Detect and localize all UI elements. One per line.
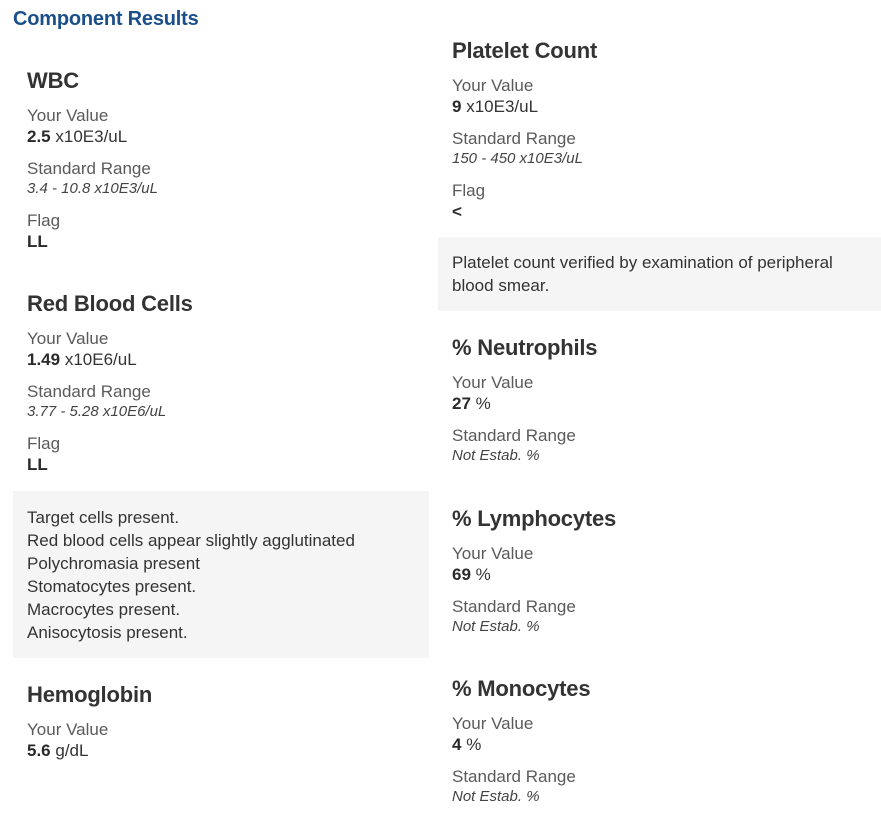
standard-range-value: 3.4 - 10.8 x10E3/uL xyxy=(27,180,158,197)
rbc-comment-box xyxy=(13,491,429,658)
value-unit: g/dL xyxy=(55,741,89,760)
your-value xyxy=(27,740,429,761)
standard-range-value: Not Estab. % xyxy=(452,447,540,464)
standard-range-label: Standard Range xyxy=(452,597,576,616)
component-name: Red Blood Cells xyxy=(27,291,193,316)
component-name: % Neutrophils xyxy=(452,335,598,360)
component-monocytes xyxy=(438,676,881,806)
value-number: 9 xyxy=(452,97,462,116)
component-name: Hemoglobin xyxy=(27,682,153,707)
section-title: Component Results xyxy=(13,8,199,30)
comment-line: Stomatocytes present. xyxy=(27,577,197,596)
standard-range-label: Standard Range xyxy=(27,159,151,178)
component-hemoglobin xyxy=(13,682,429,761)
component-wbc xyxy=(13,68,429,252)
your-value-label: Your Value xyxy=(27,106,109,125)
your-value xyxy=(452,734,881,755)
your-value xyxy=(27,349,429,370)
standard-range-value: Not Estab. % xyxy=(452,788,540,805)
standard-range-value: 150 - 450 x10E3/uL xyxy=(452,150,583,167)
component-platelet-count xyxy=(438,38,881,222)
comment-line: Target cells present. xyxy=(27,508,180,527)
standard-range-value: Not Estab. % xyxy=(452,618,540,635)
comment-line: Anisocytosis present. xyxy=(27,623,188,642)
component-neutrophils xyxy=(438,335,881,465)
your-value xyxy=(452,96,881,117)
value-number: 5.6 xyxy=(27,741,51,760)
value-number: 4 xyxy=(452,735,462,754)
value-unit: % xyxy=(466,735,482,754)
component-name: Platelet Count xyxy=(452,38,598,63)
standard-range-label: Standard Range xyxy=(452,426,576,445)
comment-line: Macrocytes present. xyxy=(27,600,181,619)
flag-label: Flag xyxy=(27,211,61,230)
flag-value: < xyxy=(452,202,462,221)
flag-value: LL xyxy=(27,455,48,474)
your-value-label: Your Value xyxy=(27,329,109,348)
your-value xyxy=(452,564,881,585)
your-value-label: Your Value xyxy=(27,720,109,739)
standard-range-label: Standard Range xyxy=(452,767,576,786)
standard-range-label: Standard Range xyxy=(452,129,576,148)
flag-value: LL xyxy=(27,232,48,251)
your-value-label: Your Value xyxy=(452,544,534,563)
comment-line: blood smear. xyxy=(452,276,550,295)
your-value xyxy=(27,126,429,147)
flag-label: Flag xyxy=(452,181,486,200)
value-unit: x10E6/uL xyxy=(64,350,137,369)
value-unit: % xyxy=(475,394,491,413)
value-unit: x10E3/uL xyxy=(466,97,539,116)
standard-range-value: 3.77 - 5.28 x10E6/uL xyxy=(27,403,167,420)
comment-line: Polychromasia present xyxy=(27,554,200,573)
component-name: % Lymphocytes xyxy=(452,506,617,531)
component-lymphocytes xyxy=(438,506,881,636)
platelet-comment-box xyxy=(438,237,881,311)
your-value-label: Your Value xyxy=(452,714,534,733)
value-number: 27 xyxy=(452,394,471,413)
component-name: WBC xyxy=(27,68,79,93)
value-number: 69 xyxy=(452,565,471,584)
your-value-label: Your Value xyxy=(452,373,534,392)
comment-line: Red blood cells appear slightly agglutinated xyxy=(27,531,355,550)
value-number: 1.49 xyxy=(27,350,61,369)
value-number: 2.5 xyxy=(27,127,51,146)
value-unit: x10E3/uL xyxy=(55,127,128,146)
value-unit: % xyxy=(475,565,491,584)
your-value-label: Your Value xyxy=(452,76,534,95)
comment-line: Platelet count verified by examination of peripheral xyxy=(452,253,833,272)
flag-label: Flag xyxy=(27,434,61,453)
standard-range-label: Standard Range xyxy=(27,382,151,401)
your-value xyxy=(452,393,881,414)
component-name: % Monocytes xyxy=(452,676,591,701)
component-red-blood-cells xyxy=(13,291,429,475)
